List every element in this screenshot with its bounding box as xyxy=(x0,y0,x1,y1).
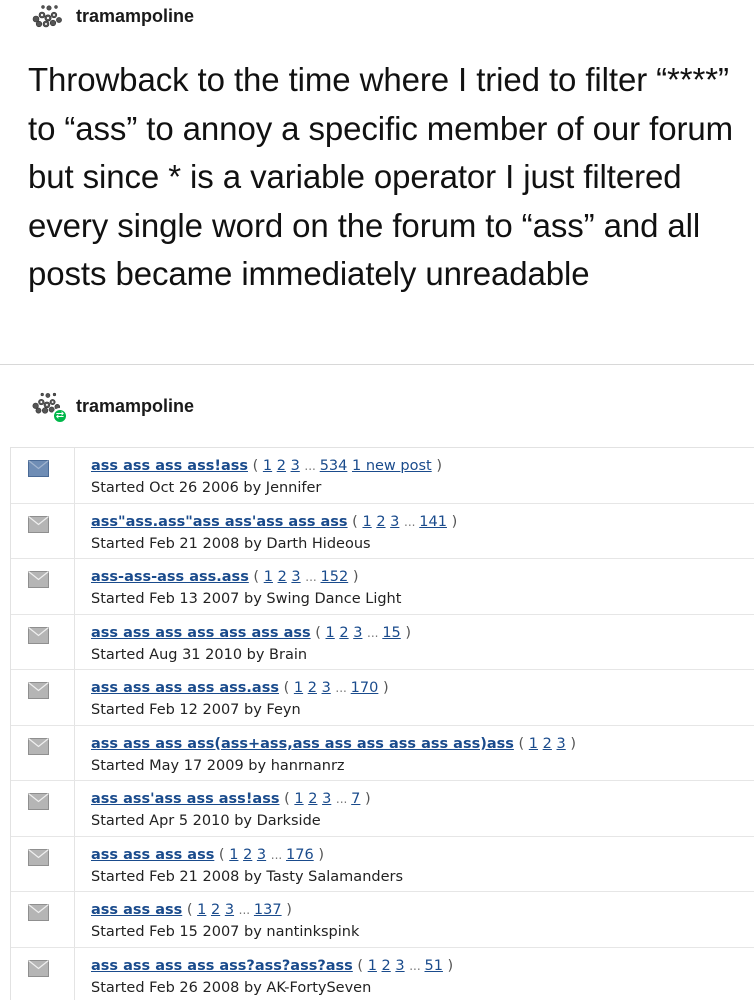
read-topic-icon xyxy=(28,904,49,921)
page-ellipsis: ... xyxy=(409,958,425,973)
topic-title-link[interactable]: ass ass ass ass(ass+ass,ass ass ass ass ass ass)ass xyxy=(91,735,514,752)
topic-title-line xyxy=(91,956,453,976)
topic-row xyxy=(11,615,754,671)
topic-title-line xyxy=(91,567,358,587)
page-link[interactable]: 2 xyxy=(243,846,253,863)
page-link[interactable]: 2 xyxy=(376,513,386,530)
post-username[interactable]: tramampoline xyxy=(76,5,195,26)
page-link[interactable]: 1 xyxy=(362,513,372,530)
page-ellipsis: ... xyxy=(367,625,383,640)
page-links: ( 1 2 3 ... 51 ) xyxy=(352,957,454,974)
topic-row xyxy=(11,559,754,615)
topic-title-line xyxy=(91,845,324,865)
page-link[interactable]: 1 xyxy=(293,680,304,696)
page-link[interactable]: 2 xyxy=(276,458,286,474)
page-link[interactable]: 2 xyxy=(542,735,552,752)
topic-title-link[interactable]: ass-ass-ass ass.ass xyxy=(91,569,249,585)
reblog-header xyxy=(30,390,194,422)
page-link[interactable]: 137 xyxy=(253,902,282,918)
topic-started-info: Started Feb 21 2008 by Tasty Salamanders xyxy=(91,868,404,885)
page-link[interactable]: 176 xyxy=(286,846,314,863)
topic-started-info: Started May 17 2009 by hanrnanrz xyxy=(91,757,345,774)
page-link[interactable]: 3 xyxy=(395,957,405,974)
page-link[interactable]: 2 xyxy=(307,680,317,696)
page-links: ( 1 2 3 ... 170 ) xyxy=(278,680,389,696)
topic-row xyxy=(11,948,754,1000)
page-link[interactable]: 152 xyxy=(320,569,349,585)
topic-started-info: Started Feb 13 2007 by Swing Dance Light xyxy=(91,591,402,607)
topic-started-info: Started Oct 26 2006 by Jennifer xyxy=(91,480,322,496)
topic-started-info: Started Feb 15 2007 by nantinkspink xyxy=(91,924,360,940)
post-body-text: Throwback to the time where I tried to filter “****” to “ass” to annoy a specific member of our forum but since * is a variable operator I just filtered every single word on the forum to “ass” and all posts became immediately unreadable xyxy=(28,61,733,292)
page-links: ( 1 2 3 ... 152 ) xyxy=(248,569,359,585)
page-link[interactable]: 3 xyxy=(291,569,301,585)
topic-title-link[interactable]: ass ass ass ass ass ass ass xyxy=(91,624,311,641)
topic-started-info: Started Apr 5 2010 by Darkside xyxy=(91,813,321,829)
page-link[interactable]: 1 xyxy=(294,791,304,807)
page-ellipsis: ... xyxy=(270,847,287,862)
page-link[interactable]: 3 xyxy=(353,624,363,641)
topic-title-link[interactable]: ass"ass.ass"ass ass'ass ass ass xyxy=(91,513,348,530)
read-topic-icon xyxy=(28,627,49,644)
page-ellipsis: ... xyxy=(335,681,351,695)
reblog-username[interactable]: tramampoline xyxy=(76,395,195,416)
topic-started-info: Started Feb 21 2008 by Darth Hideous xyxy=(91,535,371,552)
topic-started-info: Started Feb 26 2008 by AK-FortySeven xyxy=(91,979,372,996)
page-link[interactable]: 51 xyxy=(424,957,443,974)
topic-row xyxy=(11,781,754,837)
page-link[interactable]: 3 xyxy=(390,513,400,530)
page-link[interactable]: 3 xyxy=(556,735,566,752)
unread-topic-icon xyxy=(28,460,49,477)
page-links: ( 1 2 3 ... 534 1 new post ) xyxy=(248,458,442,474)
page-links: ( 1 2 3 ) xyxy=(513,735,576,752)
page-link[interactable]: 534 xyxy=(319,458,348,474)
page-ellipsis: ... xyxy=(304,459,320,473)
topic-title-link[interactable]: ass ass ass ass ass.ass xyxy=(91,680,279,696)
page-links: ( 1 2 3 ... 7 ) xyxy=(279,791,371,807)
page-links: ( 1 2 3 ... 141 ) xyxy=(347,513,458,530)
page-ellipsis: ... xyxy=(238,903,254,917)
post-header xyxy=(30,2,194,30)
page-link[interactable]: 1 xyxy=(325,624,335,641)
reblog-icon: ⇄ xyxy=(52,408,68,424)
page-links: ( 1 2 3 ... 137 ) xyxy=(182,902,292,918)
page-link[interactable]: 3 xyxy=(256,846,267,863)
page-links: ( 1 2 3 ... 15 ) xyxy=(310,624,412,641)
topic-row xyxy=(11,670,754,726)
page-link[interactable]: 1 xyxy=(197,902,207,918)
page-link[interactable]: 1 xyxy=(229,846,239,863)
topic-title-link[interactable]: ass ass'ass ass ass!ass xyxy=(91,791,280,807)
read-topic-icon xyxy=(28,793,49,810)
page-link[interactable]: 2 xyxy=(210,902,221,918)
forum-topic-list xyxy=(10,447,754,1000)
page-link[interactable]: 3 xyxy=(321,680,331,696)
new-post-link[interactable]: 1 new post xyxy=(351,458,432,474)
page-link[interactable]: 1 xyxy=(263,569,273,585)
topic-title-line xyxy=(91,789,371,809)
topic-title-line xyxy=(91,678,389,698)
topic-started-info: Started Feb 12 2007 by Feyn xyxy=(91,702,301,718)
page-link[interactable]: 3 xyxy=(290,458,300,474)
page-links: ( 1 2 3 ... 176 ) xyxy=(214,846,324,863)
page-link[interactable]: 170 xyxy=(350,680,379,696)
page-link[interactable]: 3 xyxy=(322,791,332,807)
page-link[interactable]: 141 xyxy=(419,513,447,530)
topic-title-link[interactable]: ass ass ass ass ass?ass?ass?ass xyxy=(91,957,353,974)
topic-started-info: Started Aug 31 2010 by Brain xyxy=(91,646,308,663)
topic-title-line xyxy=(91,512,457,532)
page-link[interactable]: 1 xyxy=(528,735,539,752)
page-link[interactable]: 1 xyxy=(262,458,273,474)
page-link[interactable]: 2 xyxy=(277,569,287,585)
topic-title-line xyxy=(91,900,292,920)
topic-row xyxy=(11,726,754,782)
topic-row xyxy=(11,892,754,948)
topic-title-line xyxy=(91,734,576,754)
page-link[interactable]: 2 xyxy=(381,957,391,974)
reblog-divider xyxy=(0,364,754,365)
topic-title-line xyxy=(91,456,442,476)
topic-title-line xyxy=(91,623,411,643)
read-topic-icon xyxy=(28,682,49,699)
page-link[interactable]: 2 xyxy=(308,791,318,807)
reblog-avatar-icon[interactable] xyxy=(30,390,66,422)
page-ellipsis: ... xyxy=(335,792,352,806)
page-ellipsis: ... xyxy=(305,570,321,584)
topic-row xyxy=(11,448,754,504)
page-link[interactable]: 7 xyxy=(351,791,361,807)
topic-row xyxy=(11,504,754,560)
page-ellipsis: ... xyxy=(404,514,420,529)
page-link[interactable]: 15 xyxy=(382,624,401,641)
avatar-icon[interactable] xyxy=(30,3,64,29)
read-topic-icon xyxy=(28,960,49,977)
topic-title-link[interactable]: ass ass ass ass xyxy=(91,846,215,863)
read-topic-icon xyxy=(28,738,49,755)
topic-row xyxy=(11,837,754,893)
topic-title-link[interactable]: ass ass ass ass!ass xyxy=(91,458,248,474)
read-topic-icon xyxy=(28,571,49,588)
page-link[interactable]: 2 xyxy=(339,624,349,641)
page-link[interactable]: 1 xyxy=(367,957,377,974)
topic-title-link[interactable]: ass ass ass xyxy=(91,902,183,918)
read-topic-icon xyxy=(28,516,49,533)
page-link[interactable]: 3 xyxy=(224,902,235,918)
read-topic-icon xyxy=(28,849,49,866)
